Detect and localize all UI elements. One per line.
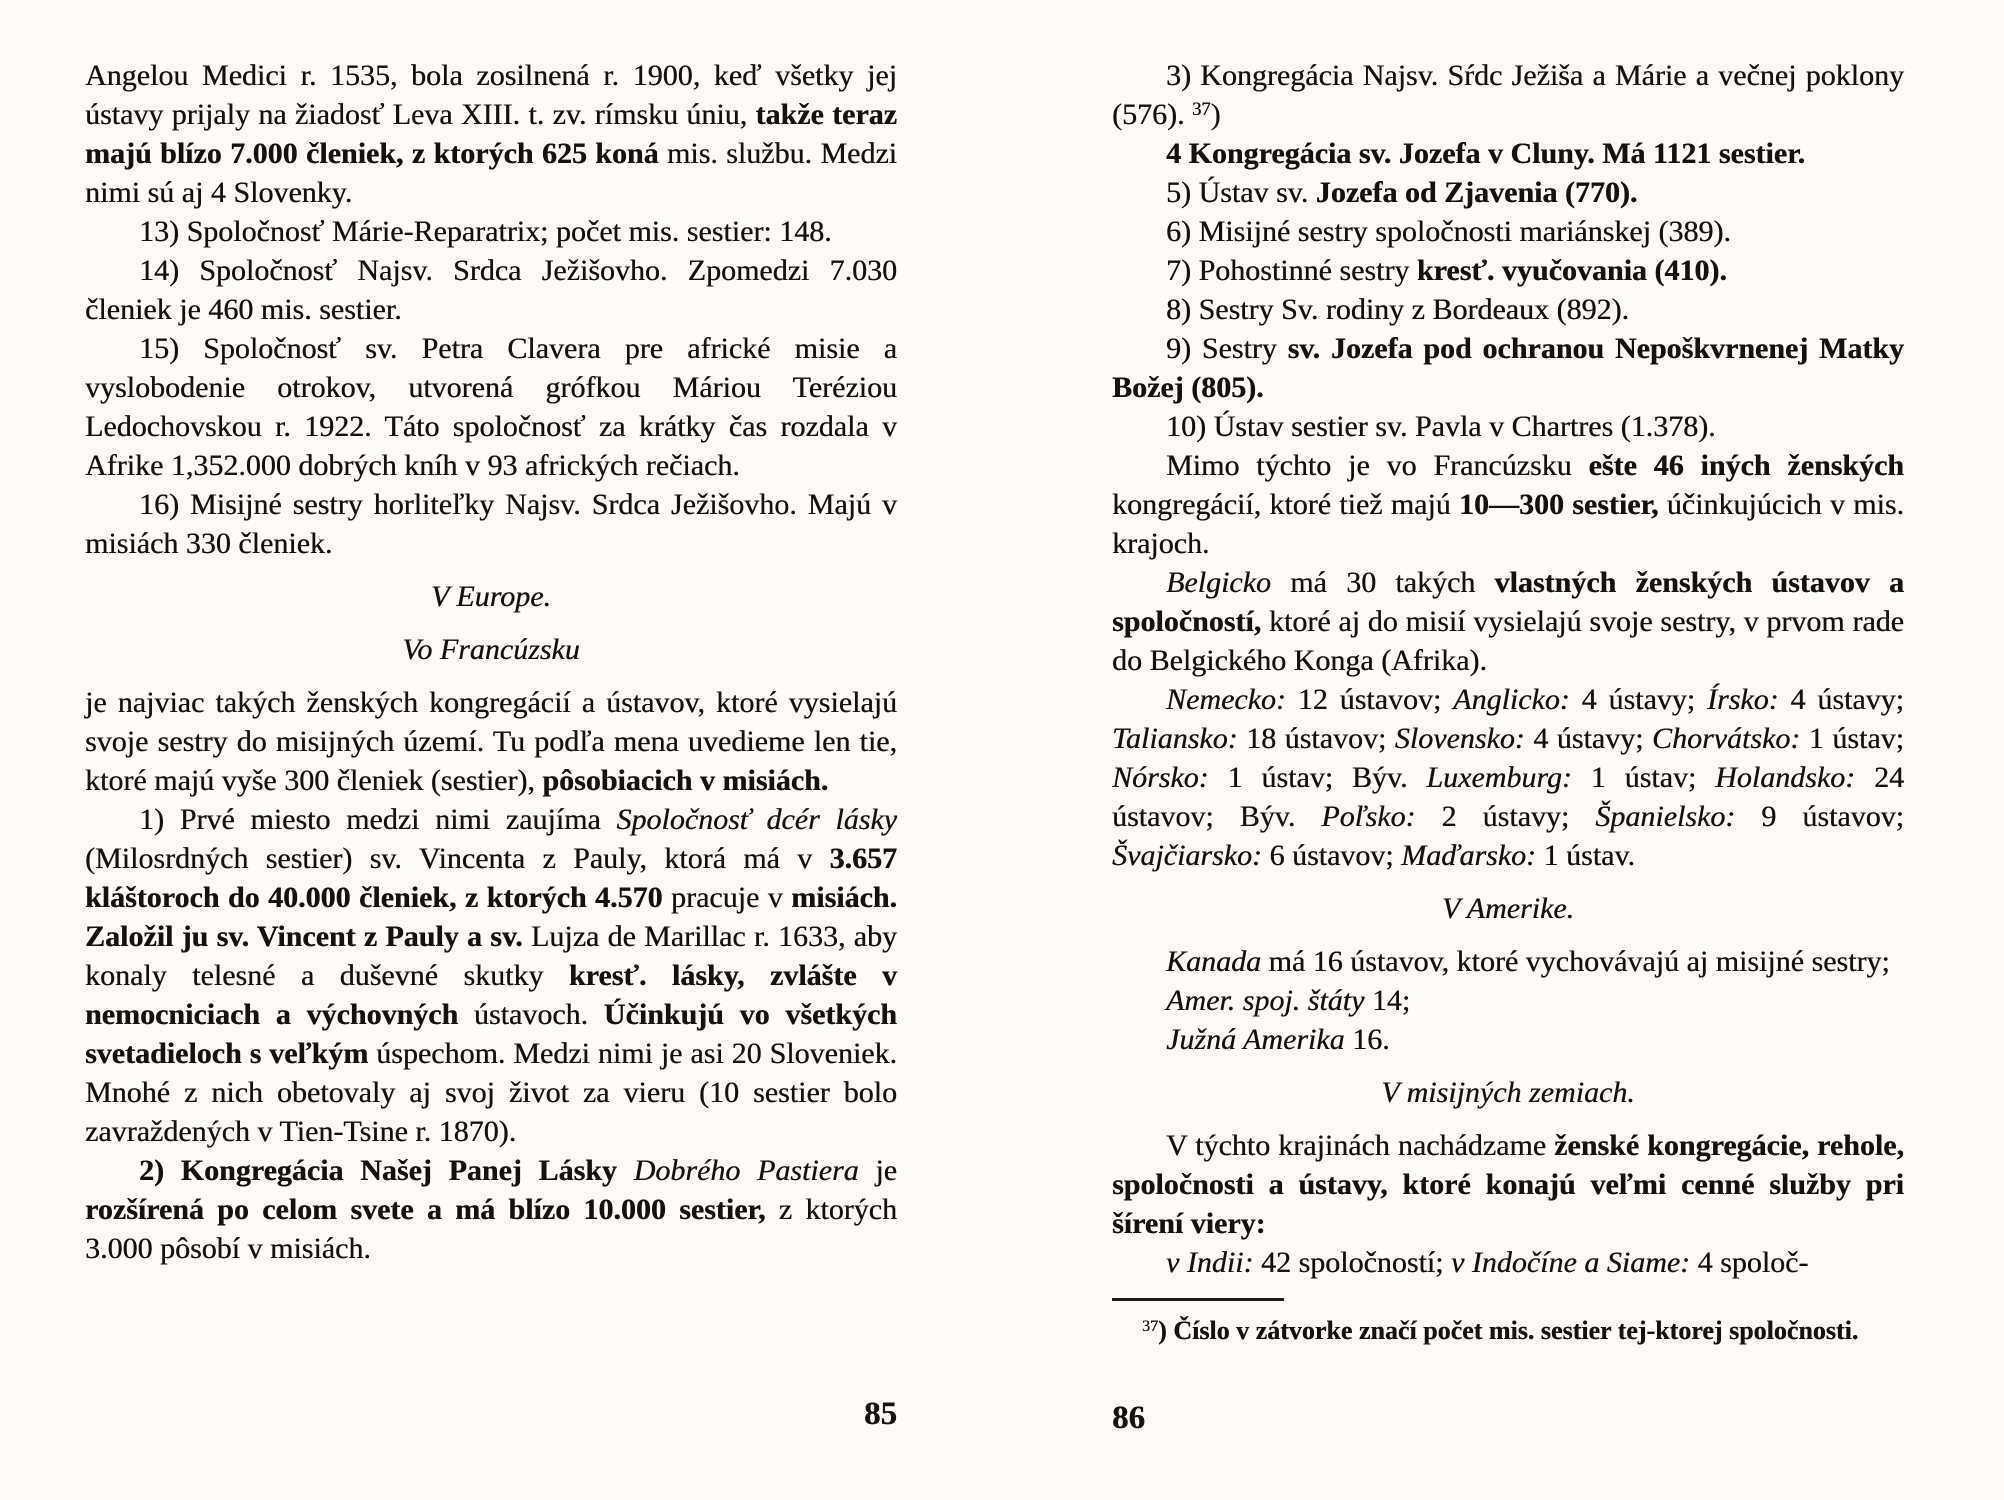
text-run: ) Číslo v zátvorke značí počet mis. sestier tej-ktorej spoločnosti. — [1158, 1316, 1859, 1345]
paragraph — [85, 251, 897, 329]
paragraph — [1112, 251, 1904, 290]
text-run: 10) Ústav sestier sv. Pavla v Chartres (1.378). — [1166, 410, 1716, 443]
page-right-text-column — [1112, 56, 1904, 1282]
text-run: Vo Francúzsku — [402, 633, 580, 666]
paragraph — [1112, 680, 1904, 875]
text-run: ktoré aj do misií vysielajú svoje sestry, v prvom rade do Belgického Konga (Afrika). — [1112, 605, 1904, 677]
text-run: 1) Prvé miesto medzi nimi zaujíma — [139, 803, 617, 836]
text-run: mis. službu. Medzi nimi sú aj 4 Slovenky. — [85, 137, 897, 209]
text-run: 1 ústav; — [1800, 722, 1904, 755]
text-run: vlastných ženských ústavov a spoločností, — [1112, 566, 1904, 638]
text-run: (Milosrdných sestier) sv. Vincenta z Pauly, ktorá má v — [85, 842, 830, 875]
text-run: 9) Sestry — [1166, 332, 1288, 365]
paragraph — [85, 485, 897, 563]
text-run: 5) Ústav sv. — [1166, 176, 1316, 209]
paragraph — [1112, 134, 1904, 173]
text-run: Maďarsko: — [1401, 839, 1537, 872]
text-run: rozšírená po celom svete a má blízo 10.000 sestier, — [85, 1193, 766, 1226]
text-run: takže teraz majú blízo 7.000 členiek, z ktorých 625 koná — [85, 98, 898, 170]
text-run: 16. — [1344, 1023, 1390, 1056]
text-run: ústavoch. — [458, 998, 604, 1031]
text-run: V Europe. — [431, 580, 551, 613]
text-run: 4 Kongregácia sv. Jozefa v Cluny. Má 1121 sestier. — [1166, 137, 1806, 170]
text-run: Amer. spoj. štáty — [1166, 984, 1365, 1017]
text-run: kresť. vyučovania (410). — [1416, 254, 1727, 287]
text-run: Belgicko — [1166, 566, 1271, 599]
text-run: misiách. Založil ju sv. Vincent z Pauly a sv. — [85, 881, 897, 953]
text-run: V misijných zemiach. — [1381, 1076, 1635, 1109]
text-run: ženské kongregácie, rehole, spoločnosti a ústavy, ktoré konajú veľmi cenné služby pri šírení viery: — [1112, 1129, 1904, 1240]
paragraph — [85, 56, 897, 212]
text-run: 4 ústavy; — [1778, 683, 1904, 716]
text-run: Švajčiarsko: — [1112, 839, 1262, 872]
paragraph — [1112, 446, 1904, 563]
text-run: 9 ústavov; — [1735, 800, 1904, 833]
text-run: Jozefa od Zjavenia (770). — [1315, 176, 1638, 209]
text-run: 18 ústavov; — [1237, 722, 1395, 755]
text-run: sv. Jozefa pod ochranou Nepoškvrnenej Matky Božej (805). — [1112, 332, 1904, 404]
text-run: 14) Spoločnosť Najsv. Srdca Ježišovho. Zpomedzi 7.030 členiek je 460 mis. sestier. — [85, 254, 897, 326]
text-run: 1 ústav. — [1536, 839, 1635, 872]
text-run: Nemecko: — [1166, 683, 1286, 716]
paragraph — [1112, 1243, 1904, 1282]
paragraph — [1112, 407, 1904, 446]
text-run: pôsobiacich v misiách. — [542, 764, 829, 797]
page-left-text-column — [85, 56, 897, 1268]
text-run: kresť. lásky, zvlášte v nemocniciach a výchovných — [85, 959, 897, 1031]
text-run: 1 ústav; Býv. — [1208, 761, 1427, 794]
text-run: Kanada — [1166, 945, 1262, 978]
text-run: Luxemburg: — [1426, 761, 1572, 794]
text-run: Holandsko: — [1715, 761, 1856, 794]
text-run: má 16 ústavov, ktoré vychovávajú aj misijné sestry; — [1261, 945, 1890, 978]
paragraph — [1112, 942, 1904, 981]
text-run: 12 ústavov; — [1285, 683, 1454, 716]
paragraph — [1112, 1126, 1904, 1243]
text-run: je najviac takých ženských kongregácií a ústavov, ktoré vysielajú svoje sestry do misijných území. Tu podľa mena uvedieme len tie, ktoré majú vyše 300 členiek (sestier), — [85, 686, 897, 797]
text-run: 37 — [1191, 98, 1211, 120]
text-run: 4 spoloč- — [1690, 1246, 1809, 1279]
text-run: 14; — [1364, 984, 1411, 1017]
text-run: Chorvátsko: — [1651, 722, 1801, 755]
text-run: Účinkujú vo všetkých svetadieloch s veľkým — [85, 998, 897, 1070]
text-run: 37 — [1142, 1317, 1159, 1335]
paragraph — [85, 212, 897, 251]
section-heading — [1112, 889, 1904, 928]
text-run: kongregácií, ktoré tiež majú — [1112, 488, 1459, 521]
text-run: Írsko: — [1706, 683, 1779, 716]
paragraph — [1112, 56, 1904, 134]
text-run: v Indii: — [1166, 1246, 1254, 1279]
paragraph — [85, 800, 897, 1151]
text-run: Spoločnosť dcér lásky — [616, 803, 898, 836]
text-run: Poľsko: — [1321, 800, 1416, 833]
text-run: Taliansko: — [1112, 722, 1238, 755]
text-run: Nórsko: — [1112, 761, 1209, 794]
text-run: 10—300 sestier, — [1458, 488, 1659, 521]
paragraph — [1112, 981, 1904, 1020]
paragraph — [1112, 329, 1904, 407]
text-run: pracuje v — [662, 881, 792, 914]
text-run: Mimo týchto je vo Francúzsku — [1166, 449, 1589, 482]
text-run: Španielsko: — [1595, 800, 1736, 833]
text-run: 2 ústavy; — [1415, 800, 1596, 833]
page-number-left: 85 — [864, 1396, 897, 1432]
text-run: z ktorých 3.000 pôsobí v misiách. — [85, 1193, 897, 1265]
text-run: 1 ústav; — [1571, 761, 1716, 794]
text-run: 3.657 kláštoroch do 40.000 členiek, z ktorých 4.570 — [85, 842, 897, 914]
page-number-right: 86 — [1112, 1400, 1145, 1436]
section-heading — [1112, 1073, 1904, 1112]
footnote — [1112, 1314, 1904, 1348]
paragraph — [85, 329, 897, 485]
text-run: je — [858, 1154, 897, 1187]
paragraph — [85, 1151, 897, 1268]
text-run: 16) Misijné sestry horliteľky Najsv. Srdca Ježišovho. Majú v misiách 330 členiek. — [85, 488, 897, 560]
text-run: Južná Amerika — [1166, 1023, 1345, 1056]
text-run: 13) Spoločnosť Márie-Reparatrix; počet mis. sestier: 148. — [139, 215, 832, 248]
paragraph — [1112, 173, 1904, 212]
footnote-rule — [1112, 1298, 1284, 1301]
text-run: 2) Kongregácia Našej Panej Lásky — [139, 1154, 634, 1187]
text-run: 15) Spoločnosť sv. Petra Clavera pre africké misie a vyslobodenie otrokov, utvorená grófkou Máriou Teréziou Ledochovskou r. 1922. Táto spoločnosť za krátky čas rozdala v Afrike 1,352.000 dobrých kníh v 93 afrických rečiach. — [85, 332, 897, 482]
text-run: 8) Sestry Sv. rodiny z Bordeaux (892). — [1166, 293, 1629, 326]
text-run: ) — [1210, 98, 1221, 131]
text-run: V Amerike. — [1441, 892, 1575, 925]
text-run: 42 spoločností; — [1253, 1246, 1451, 1279]
text-run: 24 ústavov; Býv. — [1112, 761, 1904, 833]
text-run: v Indočíne a Siame: — [1450, 1246, 1691, 1279]
text-run: 4 ústavy; — [1524, 722, 1652, 755]
text-run: V týchto krajinách nachádzame — [1166, 1129, 1555, 1162]
paragraph — [1112, 1020, 1904, 1059]
section-heading — [85, 577, 897, 616]
text-run: 6 ústavov; — [1261, 839, 1402, 872]
text-run: ešte 46 iných ženských — [1588, 449, 1904, 482]
text-run: Dobrého Pastiera — [633, 1154, 859, 1187]
text-run: 6) Misijné sestry spoločnosti mariánskej (389). — [1166, 215, 1731, 248]
text-run: účinkujúcich v mis. krajoch. — [1112, 488, 1904, 560]
text-run: úspechom. Medzi nimi je asi 20 Sloveniek. Mnohé z nich obetovaly aj svoj život za vieru (10 sestier bolo zavraždených v Tien-Tsine r. 1870). — [85, 1037, 897, 1148]
text-run: 4 ústavy; — [1569, 683, 1707, 716]
text-run: Angelou Medici r. 1535, bola zosilnená r. 1900, keď všetky jej ústavy prijaly na žiadosť Leva XIII. t. zv. rímsku úniu, — [85, 59, 897, 131]
section-heading — [85, 630, 897, 669]
paragraph — [85, 683, 897, 800]
text-run: 3) Kongregácia Najsv. Sŕdc Ježiša a Márie a večnej poklony (576). — [1112, 59, 1904, 131]
text-run: 7) Pohostinné sestry — [1166, 254, 1417, 287]
text-run: Anglicko: — [1453, 683, 1570, 716]
text-run: má 30 takých — [1270, 566, 1495, 599]
paragraph — [1112, 212, 1904, 251]
paragraph — [1112, 290, 1904, 329]
text-run: Slovensko: — [1394, 722, 1525, 755]
text-run: Lujza de Marillac r. 1633, aby konaly telesné a duševné skutky — [85, 920, 897, 992]
paragraph — [1112, 563, 1904, 680]
